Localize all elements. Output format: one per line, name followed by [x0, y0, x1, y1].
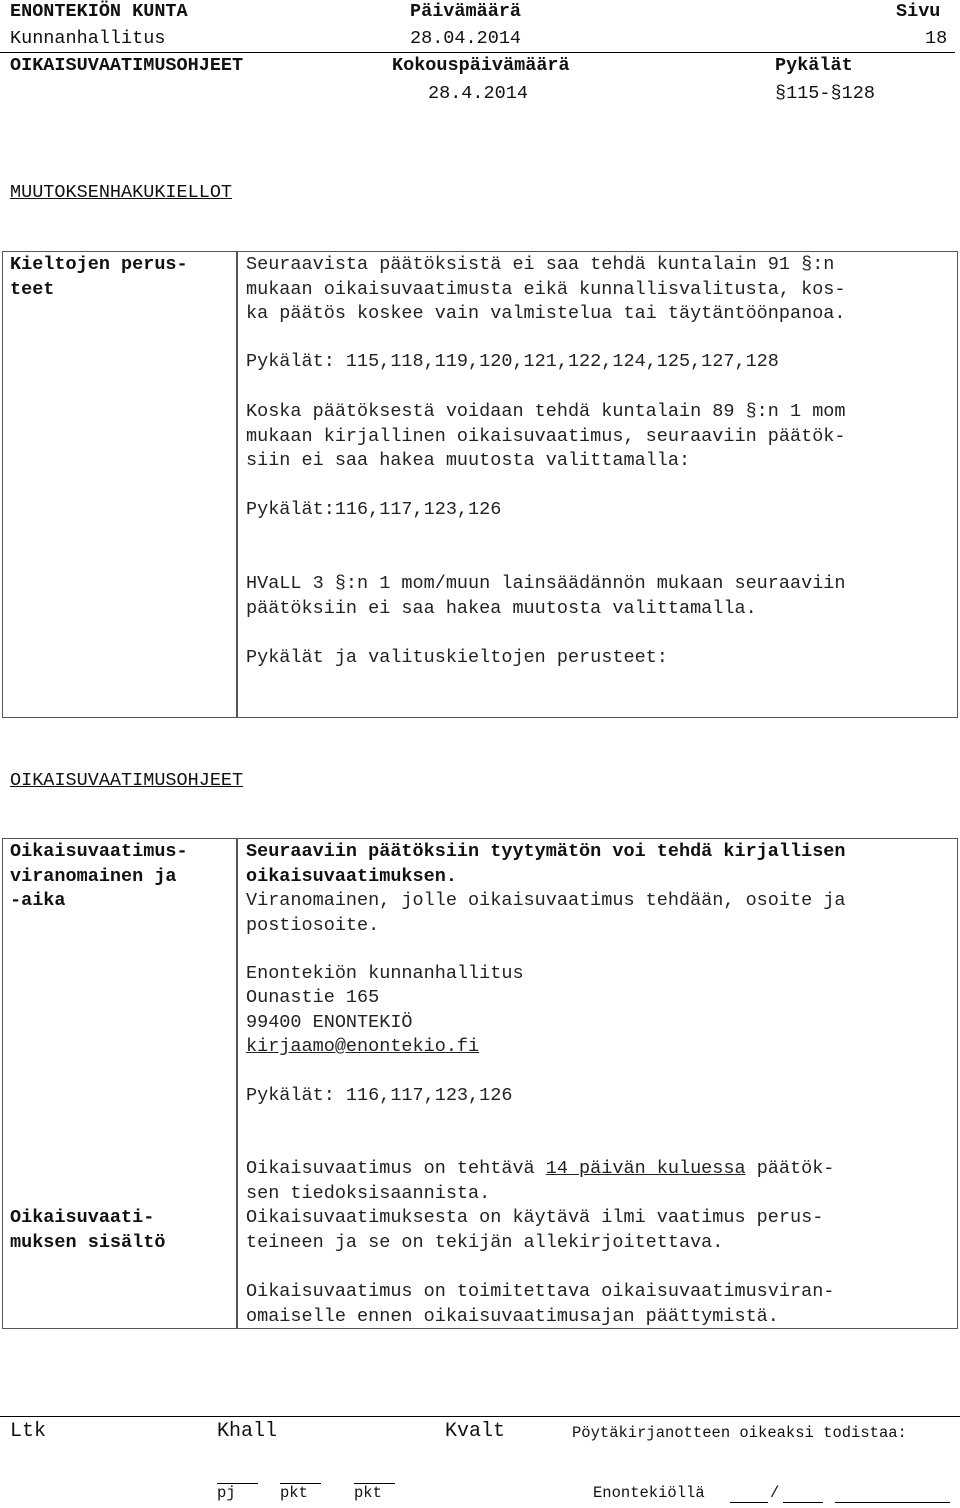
bans-paragraph-1: Seuraavista päätöksistä ei saa tehdä kuntalain 91 §:n mukaan oikaisuvaatimusta eikä kunnallisvalitusta, kos- ka päätös koskee vain valmistelua tai täytäntöönpanoa. — [246, 254, 846, 324]
footer-pkt-1: pkt — [280, 1484, 308, 1502]
instructions-heading: OIKAISUVAATIMUSOHJEET — [10, 770, 244, 791]
delivery-text: Oikaisuvaatimus on toimitettava oikaisuvaatimusviran- omaiselle ennen oikaisuvaatimusajan päättymistä. — [246, 1281, 835, 1327]
bans-paragraph-2: Koska päätöksestä voidaan tehdä kuntalain 89 §:n 1 mom mukaan kirjallinen oikaisuvaatimus, seuraaviin päätök- siin ei saa hakea muutosta valittamalla: — [246, 401, 846, 471]
date-line-month — [783, 1502, 823, 1503]
footer-rule — [0, 1416, 960, 1417]
deadline-text — [246, 1157, 834, 1182]
date-label: Päivämäärä — [410, 1, 522, 22]
page-number: 18 — [925, 28, 948, 49]
authority-label: Oikaisuvaatimus- viranomainen ja -aika — [10, 841, 188, 911]
bans-sections-2: Pykälät:116,117,123,126 — [246, 499, 502, 520]
deadline-period: 14 päivän kuluessa — [545, 1158, 746, 1179]
authority-text: Viranomainen, jolle oikaisuvaatimus tehdään, osoite ja postiosoite. — [246, 890, 846, 936]
instructions-table-divider — [236, 838, 238, 1329]
bans-left-label: Kieltojen perus- teet — [10, 254, 188, 300]
content-text: Oikaisuvaatimuksesta on käytävä ilmi vaatimus perus- teineen ja se on tekijän allekirjoitettava. — [246, 1207, 824, 1253]
address-street: Ounastie 165 — [246, 987, 380, 1008]
meeting-date-value: 28.4.2014 — [428, 83, 528, 104]
footer-slash: / — [770, 1484, 780, 1502]
bans-sections-1: Pykälät: 115,118,119,120,121,122,124,125,127,128 — [246, 351, 779, 372]
deadline-post: päätök- — [745, 1158, 835, 1179]
instructions-intro: Seuraaviin päätöksiin tyytymätön voi tehdä kirjallisen oikaisuvaatimuksen. — [246, 841, 846, 887]
bans-sections-3: Pykälät ja valituskieltojen perusteet: — [246, 647, 668, 668]
footer-pj: pj — [217, 1484, 236, 1502]
page-label: Sivu — [896, 1, 941, 22]
sections-value: §115-§128 — [775, 83, 875, 104]
footer-pkt-2: pkt — [354, 1484, 382, 1502]
document-type: OIKAISUVAATIMUSOHJEET — [10, 55, 244, 76]
email-link[interactable]: kirjaamo@enontekio.fi — [246, 1036, 480, 1057]
municipality-name: ENONTEKIÖN KUNTA — [10, 1, 188, 22]
footer-kvalt: Kvalt — [445, 1420, 506, 1443]
sections-label: Pykälät — [775, 55, 853, 76]
footer-certify: Pöytäkirjanotteen oikeaksi todistaa: — [572, 1424, 907, 1442]
content-label: Oikaisuvaati- muksen sisältö — [10, 1207, 166, 1253]
footer-place: Enontekiöllä — [593, 1484, 705, 1502]
bans-heading: MUUTOKSENHAKUKIELLOT — [10, 182, 233, 203]
date-value: 28.04.2014 — [410, 28, 522, 49]
header-rule — [0, 52, 955, 53]
address-name: Enontekiön kunnanhallitus — [246, 963, 524, 984]
address-postal: 99400 ENONTEKIÖ — [246, 1012, 413, 1033]
date-line-day — [730, 1502, 768, 1503]
bans-paragraph-3: HVaLL 3 §:n 1 mom/muun lainsäädännön mukaan seuraaviin päätöksiin ei saa hakea muutosta valittamalla. — [246, 573, 846, 619]
meeting-date-label: Kokouspäivämäärä — [392, 55, 570, 76]
footer-khall: Khall — [217, 1420, 278, 1443]
date-line-year — [835, 1502, 950, 1503]
deadline-pre: Oikaisuvaatimus on tehtävä — [246, 1158, 546, 1179]
instructions-sections: Pykälät: 116,117,123,126 — [246, 1085, 513, 1106]
body-name: Kunnanhallitus — [10, 28, 166, 49]
deadline-text-line2: sen tiedoksisaannista. — [246, 1183, 491, 1204]
footer-ltk: Ltk — [10, 1420, 47, 1443]
bans-table-divider — [236, 251, 238, 718]
